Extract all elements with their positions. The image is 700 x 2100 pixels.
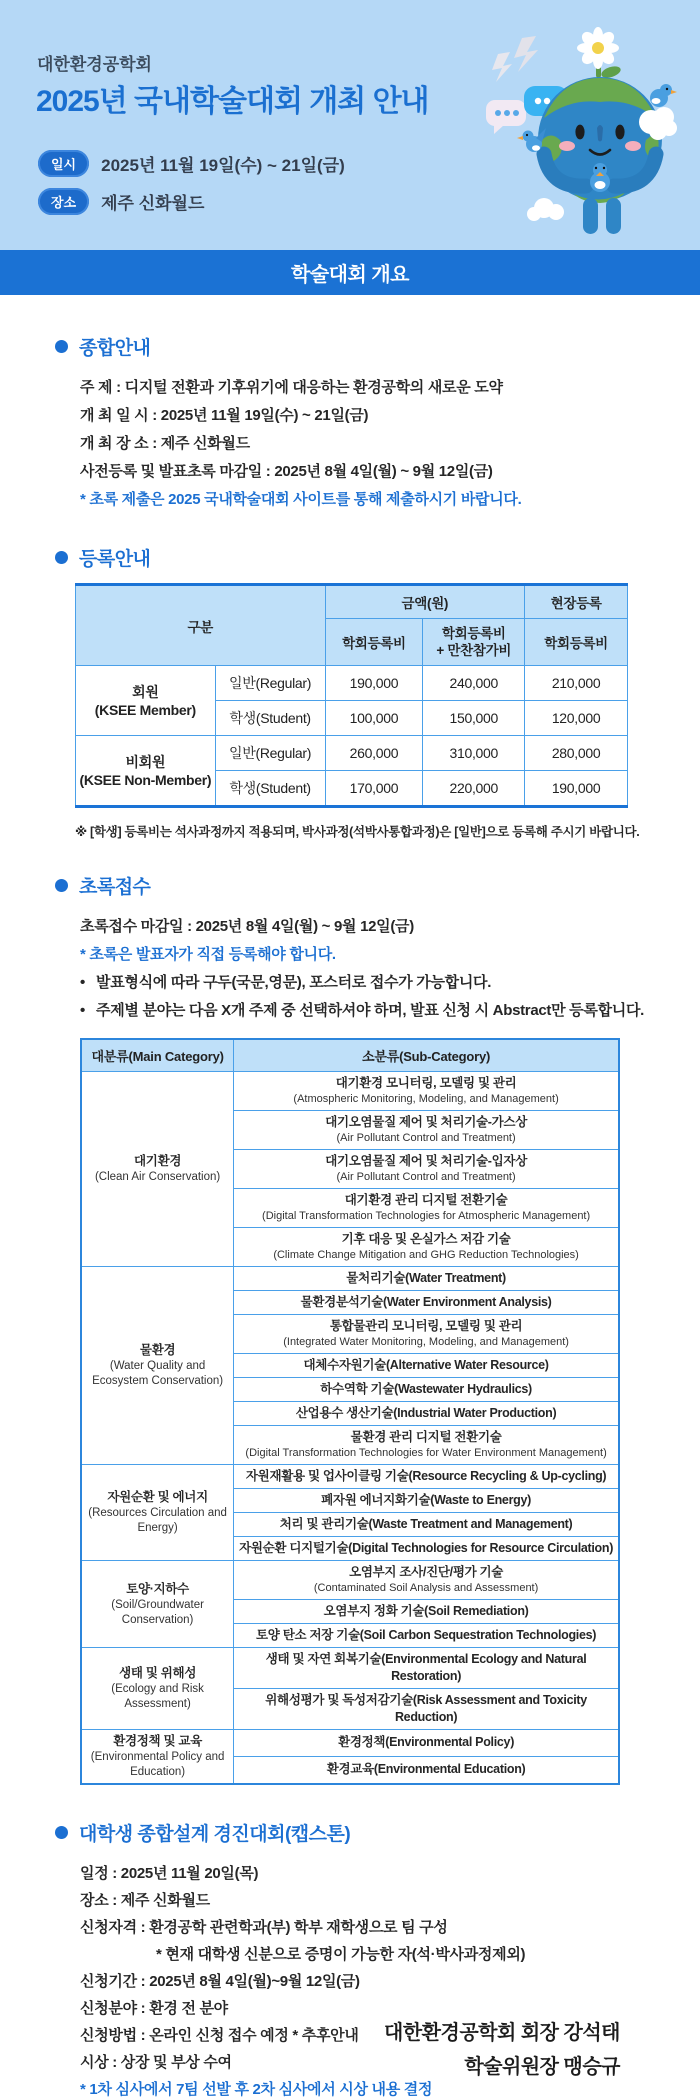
- registration-footnote: ※ [학생] 등록비는 석사과정까지 적용되며, 박사과정(석박사통합과정)은 [일반]으로 등록해 주시기 바랍니다.: [75, 825, 640, 839]
- lightning-icon: [492, 36, 538, 82]
- table-row: 생태 및 위해성 (Ecology and Risk Assessment) 생태 및 자연 회복기술(Environmental Ecology and Natural Restoration): [81, 1648, 619, 1689]
- capstone-qualify-note: * 현재 대학생 신분으로 증명이 가능한 자(석·박사과정제외): [156, 1946, 526, 1963]
- poster-title: 2025년 국내학술대회 개최 안내: [36, 85, 429, 118]
- group-cell-resources: 자원순환 및 에너지 (Resources Circulation and Energy): [81, 1465, 234, 1561]
- table-row: 대기환경 관리 디지털 전환기술 (Digital Transformation Technologies for Atmospheric Management): [81, 1189, 619, 1228]
- venue-badge: 장소: [38, 188, 89, 215]
- overview-note: * 초록 제출은 2025 국내학술대회 사이트를 통해 제출하시기 바랍니다.: [80, 491, 522, 508]
- capstone-line: 일정 : 2025년 11월 20일(목): [80, 1865, 259, 1882]
- registration-title: 등록안내: [79, 549, 151, 570]
- capstone-note: * 1차 심사에서 7팀 선발 후 2차 심사에서 시상 내용 결정: [80, 2081, 433, 2098]
- band-title: 학술대회 개요: [291, 264, 409, 286]
- table-row: 환경정책 및 교육 (Environmental Policy and Education) 환경정책(Environmental Policy): [81, 1730, 619, 1757]
- capstone-line: 장소 : 제주 신화월드: [80, 1892, 210, 1909]
- capstone-line: 신청기간 : 2025년 8월 4일(월)~9월 12일(금): [80, 1973, 360, 1990]
- abstract-body: [80, 913, 700, 1025]
- sub-category-header: 소분류(Sub-Category): [234, 1039, 619, 1072]
- table-row: 처리 및 관리기술(Waste Treatment and Management): [81, 1513, 619, 1537]
- overview-line: 개 최 장 소 : 제주 신화월드: [80, 435, 250, 452]
- overview-line: 주 제 : 디지털 전환과 기후위기에 대응하는 환경공학의 새로운 도약: [80, 379, 503, 396]
- table-row: 산업용수 생산기술(Industrial Water Production): [81, 1402, 619, 1426]
- abstract-bullet: • 주제별 분야는 다음 X개 주제 중 선택하셔야 하며, 발표 신청 시 Abstract만 등록합니다.: [80, 997, 700, 1025]
- member-group-cell: 회원 (KSEE Member): [76, 666, 216, 736]
- group-cell-ecology: 생태 및 위해성 (Ecology and Risk Assessment): [81, 1648, 234, 1730]
- capstone-line: 신청방법 : 온라인 신청 접수 예정 * 추후안내: [80, 2027, 359, 2044]
- section-bullet-icon: [55, 879, 68, 892]
- table-row: 물환경 관리 디지털 전환기술 (Digital Transformation Technologies for Water Environment Management): [81, 1426, 619, 1465]
- venue-value: 제주 신화월드: [101, 194, 205, 213]
- table-row: 비회원 (KSEE Non-Member) 일반(Regular) 260,000 310,000 280,000: [76, 736, 628, 771]
- overview-title: 종합안내: [79, 338, 151, 359]
- section-bullet-icon: [55, 1826, 68, 1839]
- category-table: [80, 1038, 620, 1785]
- capstone-title: 대학생 종합설계 경진대회(캡스톤): [79, 1824, 351, 1845]
- table-row: 대기오염물질 제어 및 처리기술-입자상 (Air Pollutant Control and Treatment): [81, 1150, 619, 1189]
- col-header-onsite-fee: 학회등록비: [525, 619, 628, 666]
- table-row: 위해성평가 및 독성저감기술(Risk Assessment and Toxicity Reduction): [81, 1689, 619, 1730]
- col-header-group: 구분: [76, 585, 326, 666]
- table-row: 물환경분석기술(Water Environment Analysis): [81, 1291, 619, 1315]
- table-row: 하수역학 기술(Wastewater Hydraulics): [81, 1378, 619, 1402]
- capstone-section-heading: [55, 1819, 700, 1846]
- group-cell-policy: 환경정책 및 교육 (Environmental Policy and Education): [81, 1730, 234, 1785]
- date-value: 2025년 11월 19일(수) ~ 21일(금): [101, 156, 345, 175]
- event-info-badges: [38, 150, 345, 226]
- abstract-title: 초록접수: [79, 877, 151, 898]
- group-cell-soil: 토양·지하수 (Soil/Groundwater Conservation): [81, 1561, 234, 1648]
- abstract-bullet: • 발표형식에 따라 구두(국문,영문), 포스터로 접수가 가능합니다.: [80, 969, 700, 997]
- society-name: 대한환경공학회: [37, 55, 152, 74]
- table-row: 환경교육(Environmental Education): [81, 1756, 619, 1784]
- date-badge: 일시: [38, 150, 89, 177]
- table-row: 대기환경 (Clean Air Conservation) 대기환경 모니터링, 모델링 및 관리 (Atmospheric Monitoring, Modeling, and Management): [81, 1072, 619, 1111]
- table-row: 대기오염물질 제어 및 처리기술-가스상 (Air Pollutant Control and Treatment): [81, 1111, 619, 1150]
- table-row: 토양·지하수 (Soil/Groundwater Conservation) 오염부지 조사/진단/평가 기술 (Contaminated Soil Analysis and Assessment): [81, 1561, 619, 1600]
- date-row: [38, 150, 345, 177]
- main-category-header: 대분류(Main Category): [81, 1039, 234, 1072]
- hero-header: [0, 0, 700, 250]
- col-header-onsite: 현장등록: [525, 585, 628, 619]
- overview-line: 사전등록 및 발표초록 마감일 : 2025년 8월 4일(월) ~ 9월 12일(금): [80, 463, 493, 480]
- section-band: [0, 250, 700, 295]
- table-row: 오염부지 정화 기술(Soil Remediation): [81, 1600, 619, 1624]
- overview-section-heading: [55, 333, 700, 360]
- table-row: 통합물관리 모니터링, 모델링 및 관리 (Integrated Water Monitoring, Modeling, and Management): [81, 1315, 619, 1354]
- table-row: 회원 (KSEE Member) 일반(Regular) 190,000 240,000 210,000: [76, 666, 628, 701]
- group-cell-water: 물환경 (Water Quality and Ecosystem Conservation): [81, 1267, 234, 1465]
- bluebird-on-cloud-icon: [650, 84, 677, 107]
- table-row: 토양 탄소 저장 기술(Soil Carbon Sequestration Technologies): [81, 1624, 619, 1648]
- legs: [583, 198, 621, 234]
- venue-row: [38, 188, 345, 215]
- table-row: 대체수자원기술(Alternative Water Resource): [81, 1354, 619, 1378]
- capstone-line: 신청분야 : 환경 전 분야: [80, 2000, 228, 2017]
- capstone-line: 신청자격 : 환경공학 관련학과(부) 학부 재학생으로 팀 구성: [80, 1919, 448, 1936]
- group-cell-air: 대기환경 (Clean Air Conservation): [81, 1072, 234, 1267]
- cloud-bottom-icon: [527, 198, 564, 221]
- capstone-line: 시상 : 상장 및 부상 수여: [80, 2054, 232, 2071]
- table-row: 학생(Student) 100,000 150,000 120,000: [76, 701, 628, 736]
- president-signature: 대한환경공학회 회장 강석태: [384, 2022, 620, 2044]
- col-header-amount: 금액(원): [325, 585, 525, 619]
- registration-section-heading: [55, 544, 700, 571]
- table-row: 학생(Student) 170,000 220,000 190,000: [76, 771, 628, 807]
- daisy-flower-icon: [577, 27, 622, 80]
- nonmember-group-cell: 비회원 (KSEE Non-Member): [76, 736, 216, 807]
- table-row: 폐자원 에너지화기술(Waste to Energy): [81, 1489, 619, 1513]
- abstract-deadline: 초록접수 마감일 : 2025년 8월 4일(월) ~ 9월 12일(금): [80, 918, 414, 935]
- overview-line: 개 최 일 시 : 2025년 11월 19일(수) ~ 21일(금): [80, 407, 369, 424]
- speech-bubble-pink-icon: [486, 100, 526, 134]
- abstract-note: * 초록은 발표자가 직접 등록해야 합니다.: [80, 946, 336, 963]
- section-bullet-icon: [55, 551, 68, 564]
- table-row: 물환경 (Water Quality and Ecosystem Conservation) 물처리기술(Water Treatment): [81, 1267, 619, 1291]
- earth-character-illustration: [470, 22, 682, 240]
- section-bullet-icon: [55, 340, 68, 353]
- abstract-section-heading: [55, 872, 700, 899]
- col-header-fee-dinner: 학회등록비 + 만찬참가비: [423, 619, 525, 666]
- registration-fee-table: [75, 583, 628, 808]
- table-row: 자원순환 디지털기술(Digital Technologies for Resource Circulation): [81, 1537, 619, 1561]
- committee-chair-signature: 학술위원장 맹승규: [464, 2056, 620, 2078]
- signature-block: [384, 2016, 620, 2084]
- overview-body: [80, 374, 700, 514]
- col-header-fee: 학회등록비: [325, 619, 423, 666]
- table-row: 기후 대응 및 온실가스 저감 기술 (Climate Change Mitigation and GHG Reduction Technologies): [81, 1228, 619, 1267]
- table-row: 자원순환 및 에너지 (Resources Circulation and Energy) 자원재활용 및 업사이클링 기술(Resource Recycling & Up-cycling): [81, 1465, 619, 1489]
